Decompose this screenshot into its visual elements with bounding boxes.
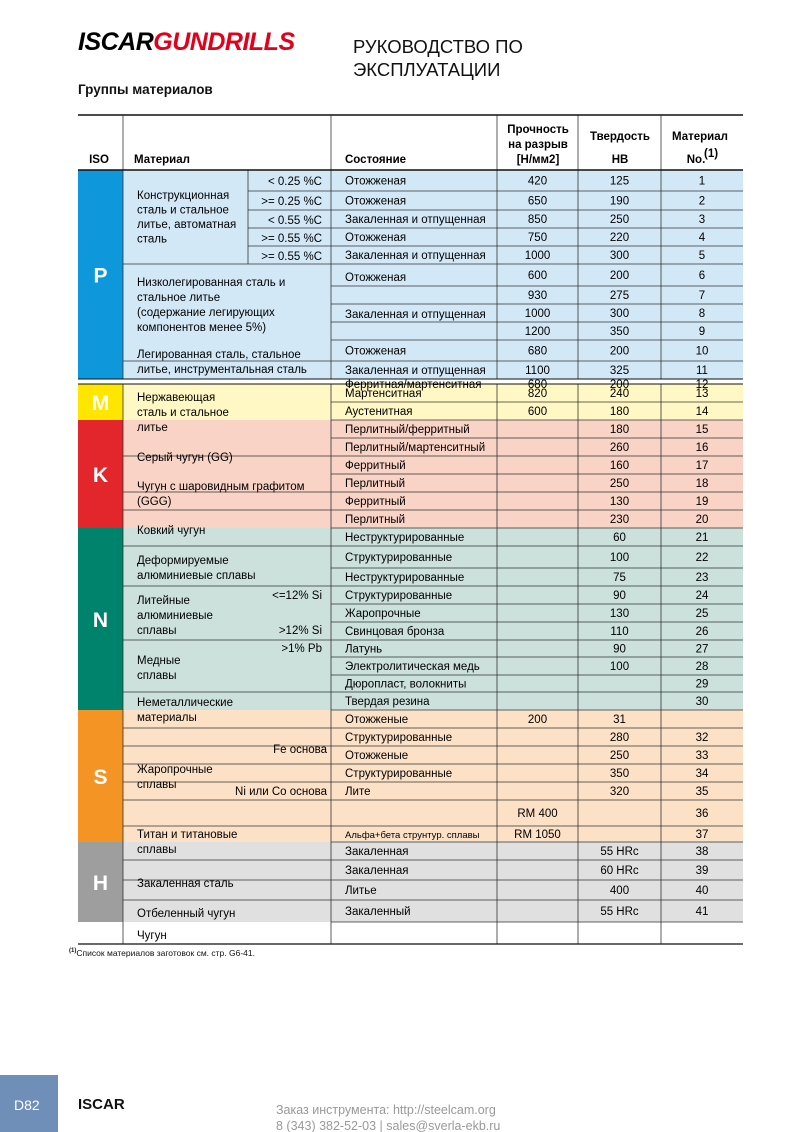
material-sub-label: < 0.55 %C	[267, 215, 322, 227]
material-no-cell: 4	[698, 232, 706, 244]
hardness-cell: 230	[609, 514, 630, 526]
material-name: материалы	[137, 712, 197, 724]
material-no-cell: 23	[695, 572, 709, 584]
material-no-cell: 5	[698, 250, 706, 262]
material-sub-label: >= 0.55 %C	[261, 251, 322, 263]
condition-cell: Перлитный	[345, 478, 406, 490]
hardness-cell: 55 HRc	[600, 846, 639, 858]
hardness-cell: 100	[609, 552, 630, 564]
logo-gundrills-text: GUNDRILLS	[153, 28, 295, 56]
condition-cell: Отожженая	[345, 175, 407, 188]
header-hardness-2: HB	[611, 154, 629, 166]
hardness-cell: 160	[609, 460, 630, 472]
header-iso: ISO	[89, 154, 109, 166]
strength-cell: RM 1050	[514, 829, 561, 841]
condition-cell: Перлитный/мартенситный	[345, 442, 486, 454]
condition-cell: Неструктурированные	[345, 532, 465, 544]
footnote-text: Список материалов заготовок см. стр. G6-41.	[76, 948, 255, 958]
material-name: Титан и титановые	[137, 829, 238, 841]
header-hardness-1: Твердость	[590, 131, 650, 143]
condition-cell: Отожженые	[345, 714, 409, 726]
condition-cell: Закаленная и отпущенная	[345, 250, 486, 262]
condition-cell: Литье	[345, 885, 377, 897]
material-name: сплавы	[137, 625, 177, 637]
hardness-cell: 125	[609, 175, 630, 188]
hardness-cell: 190	[609, 195, 630, 208]
material-name: Низколегированная сталь и	[137, 277, 286, 289]
strength-cell: 600	[527, 406, 548, 418]
material-no-cell: 8	[698, 308, 706, 320]
material-no-cell: 35	[695, 786, 709, 798]
material-no-cell: 39	[695, 865, 709, 877]
material-name: Чугун	[137, 930, 167, 942]
material-name: сплавы	[137, 844, 177, 856]
material-no-cell: 26	[695, 626, 709, 638]
hardness-cell: 110	[610, 626, 629, 638]
material-name: Литейные	[137, 595, 190, 607]
condition-cell: Мартенситная	[345, 388, 422, 400]
strength-cell: 200	[527, 714, 548, 726]
material-no-cell: 14	[695, 406, 709, 418]
iso-label-S: S	[93, 766, 108, 789]
strength-cell: 1200	[524, 326, 551, 338]
material-no-cell: 10	[695, 345, 709, 358]
material-name: литье, автоматная	[137, 219, 237, 231]
material-sub-label: < 0.25 %C	[267, 176, 322, 188]
hardness-cell: 240	[609, 388, 630, 400]
material-name: Медные	[137, 655, 181, 667]
material-no-cell: 29	[695, 678, 709, 691]
condition-cell: Латунь	[345, 643, 383, 656]
document-title-line1: РУКОВОДСТВО ПО	[353, 36, 523, 57]
material-name: Деформируемые	[137, 555, 229, 567]
material-no-cell: 19	[695, 496, 709, 508]
condition-cell: Закаленная	[345, 865, 409, 877]
material-name: (GGG)	[137, 496, 172, 508]
strength-cell: 650	[527, 195, 548, 208]
material-sub-label: >12% Si	[278, 625, 322, 637]
material-name: Отбеленный чугун	[137, 908, 236, 920]
strength-cell: 680	[527, 379, 548, 391]
material-no-cell: 21	[695, 532, 709, 544]
condition-cell: Структурированные	[345, 552, 453, 564]
condition-cell: Закаленная и отпущенная	[345, 309, 486, 321]
footer-contacts	[276, 1102, 500, 1132]
page-number-box	[0, 1075, 58, 1132]
strength-cell: 1100	[525, 365, 550, 377]
hardness-cell: 180	[609, 424, 630, 436]
hardness-cell: 60 HRc	[600, 865, 639, 877]
condition-cell: Закаленный	[345, 906, 411, 918]
material-name: алюминиевые сплавы	[137, 570, 256, 582]
condition-cell: Перлитный/ферритный	[345, 424, 470, 436]
hardness-cell: 90	[613, 643, 626, 656]
material-sub-label: <=12% Si	[272, 590, 322, 602]
condition-cell: Неструктурированные	[345, 572, 465, 584]
material-name: сталь и стальное	[137, 204, 229, 217]
header-strength-1: Прочность	[507, 124, 569, 136]
material-no-cell: 40	[695, 885, 709, 897]
condition-cell: Закаленная	[345, 846, 409, 858]
hardness-cell: 400	[609, 885, 630, 897]
iso-label-P: P	[93, 264, 108, 288]
strength-cell: 850	[527, 214, 548, 226]
material-no-cell: 1	[698, 175, 706, 188]
page-number: D82	[14, 1097, 40, 1113]
material-name: сталь	[137, 233, 167, 246]
material-no-cell: 27	[695, 643, 709, 656]
material-no-cell: 7	[698, 290, 706, 302]
iso-label-N: N	[92, 609, 109, 632]
hardness-cell: 260	[609, 442, 630, 454]
condition-cell: Ферритная/мартенситная	[345, 379, 482, 391]
condition-cell: Отожженая	[345, 195, 407, 208]
material-name: Нержавеющая	[137, 392, 216, 404]
material-name: сталь и стальное	[137, 407, 229, 419]
material-no-cell: 9	[698, 326, 706, 338]
hardness-cell: 200	[609, 379, 630, 391]
header-no-1: Материал	[672, 131, 728, 143]
header-condition: Состояние	[345, 154, 407, 166]
hardness-cell: 100	[609, 661, 630, 673]
document-title-line2: ЭКСПЛУАТАЦИИ	[353, 59, 501, 80]
condition-cell: Альфа+бета струнтур. сплавы	[345, 830, 480, 841]
hardness-cell: 325	[609, 365, 630, 377]
iso-label-M: M	[91, 392, 110, 415]
material-name: Жаропрочные	[137, 764, 213, 776]
material-no-cell: 12	[695, 379, 709, 391]
condition-cell: Аустенитная	[345, 406, 413, 418]
hardness-cell: 90	[613, 590, 626, 602]
header-no-2: No.	[686, 154, 706, 166]
condition-cell: Закаленная и отпущенная	[345, 214, 486, 226]
logo-iscar-text: ISCAR	[78, 28, 154, 56]
material-no-cell: 25	[695, 608, 709, 620]
hardness-cell: 75	[613, 572, 626, 584]
hardness-cell: 31	[613, 714, 626, 726]
material-name: Чугун с шаровидным графитом	[137, 481, 305, 493]
material-no-cell: 37	[695, 829, 709, 841]
material-sub-label: >1% Pb	[281, 643, 322, 655]
material-no-cell: 3	[698, 214, 706, 226]
material-no-cell: 2	[698, 195, 706, 208]
header-strength-3: [Н/мм2]	[516, 154, 560, 166]
material-no-cell: 36	[695, 808, 709, 820]
hardness-cell: 200	[609, 270, 630, 282]
hardness-cell: 250	[609, 214, 630, 226]
material-no-cell: 24	[695, 590, 709, 602]
condition-cell: Структурированные	[345, 768, 453, 780]
iso-label-K: K	[92, 464, 109, 487]
condition-cell: Структурированные	[345, 590, 453, 602]
hardness-cell: 250	[609, 750, 630, 762]
material-no-cell: 11	[696, 365, 708, 377]
material-name: Конструкционная	[137, 190, 230, 202]
material-name: сплавы	[137, 670, 177, 682]
hardness-cell: 220	[609, 232, 630, 244]
hardness-cell: 350	[609, 326, 630, 338]
hardness-cell: 300	[609, 250, 630, 262]
material-no-cell: 6	[698, 270, 706, 282]
material-no-cell: 30	[695, 696, 709, 708]
material-name: Серый чугун (GG)	[137, 452, 233, 464]
header-no-sup: (1)	[704, 148, 719, 160]
hardness-cell: 130	[609, 496, 630, 508]
material-name: (содержание легирующих	[137, 307, 275, 319]
material-no-cell: 16	[695, 442, 709, 454]
hardness-cell: 250	[609, 478, 630, 490]
iso-label-H: H	[92, 872, 109, 895]
condition-cell: Перлитный	[345, 514, 406, 526]
material-no-cell: 17	[695, 460, 709, 472]
section-title: Группы материалов	[78, 82, 213, 97]
material-no-cell: 18	[695, 478, 709, 490]
material-no-cell: 33	[695, 750, 709, 762]
strength-cell: RM 400	[517, 808, 558, 820]
footnote-mark: (1)	[69, 948, 77, 954]
material-name: сплавы	[137, 779, 177, 791]
strength-cell: 1000	[524, 308, 551, 320]
material-name: алюминиевые	[137, 610, 213, 622]
footer-order-line: Заказ инструмента: http://steelcam.org	[276, 1103, 496, 1117]
strength-cell: 750	[527, 232, 548, 244]
material-name: Легированная сталь, стальное	[137, 349, 301, 361]
header-strength-2: на разрыв	[508, 139, 568, 151]
condition-cell: Электролитическая медь	[345, 661, 480, 673]
condition-cell: Закаленная и отпущенная	[345, 365, 486, 377]
material-sub-label: Ni или Co основа	[235, 786, 327, 798]
hardness-cell: 300	[609, 308, 630, 320]
material-name: Неметаллические	[137, 697, 233, 709]
condition-cell: Ферритный	[345, 496, 406, 508]
condition-cell: Ферритный	[345, 460, 406, 472]
material-sub-label: >= 0.25 %C	[261, 196, 322, 208]
material-name: литье	[137, 422, 168, 434]
material-no-cell: 32	[695, 732, 709, 744]
strength-cell: 420	[527, 175, 548, 188]
material-no-cell: 20	[695, 514, 709, 526]
hardness-cell: 130	[609, 608, 630, 620]
condition-cell: Свинцовая бронза	[345, 626, 445, 638]
footer-brand: ISCAR	[78, 1096, 125, 1113]
hardness-cell: 180	[609, 406, 630, 418]
strength-cell: 930	[527, 290, 548, 302]
material-no-cell: 15	[695, 424, 709, 436]
material-sub-label: Fe основа	[273, 744, 327, 756]
material-name: компонентов менее 5%)	[137, 322, 267, 334]
material-no-cell: 22	[695, 552, 709, 564]
condition-cell: Дюропласт, волокниты	[345, 678, 467, 691]
hardness-cell: 60	[613, 532, 626, 544]
footnote	[69, 948, 255, 958]
condition-cell: Структурированные	[345, 732, 453, 744]
hardness-cell: 275	[609, 290, 630, 302]
material-no-cell: 34	[695, 768, 709, 780]
hardness-cell: 280	[609, 732, 630, 744]
material-no-cell: 38	[695, 846, 709, 858]
condition-cell: Лите	[345, 786, 371, 798]
header-material: Материал	[134, 154, 190, 166]
material-name: Ковкий чугун	[137, 525, 206, 537]
material-name: Закаленная сталь	[137, 878, 234, 890]
hardness-cell: 200	[609, 345, 630, 358]
strength-cell: 1000	[524, 250, 551, 262]
material-no-cell: 13	[695, 388, 709, 400]
condition-cell: Отожженая	[345, 345, 407, 358]
strength-cell: 820	[527, 388, 548, 400]
material-no-cell: 41	[695, 906, 709, 918]
material-sub-label: >= 0.55 %C	[261, 233, 322, 245]
material-name: стальное литье	[137, 292, 221, 304]
condition-cell: Отожженая	[345, 272, 407, 284]
hardness-cell: 350	[609, 768, 630, 780]
condition-cell: Отожженая	[345, 232, 407, 244]
material-no-cell: 28	[695, 661, 709, 673]
condition-cell: Твердая резина	[345, 696, 430, 708]
hardness-cell: 55 HRc	[600, 906, 639, 918]
condition-cell: Жаропрочные	[345, 608, 421, 620]
condition-cell: Отожженые	[345, 750, 409, 762]
strength-cell: 680	[527, 345, 548, 358]
hardness-cell: 320	[609, 786, 630, 798]
footer-contact-line: 8 (343) 382-52-03 | sales@sverla-ekb.ru	[276, 1119, 501, 1132]
material-name: литье, инструментальная сталь	[137, 364, 307, 376]
strength-cell: 600	[527, 270, 548, 282]
